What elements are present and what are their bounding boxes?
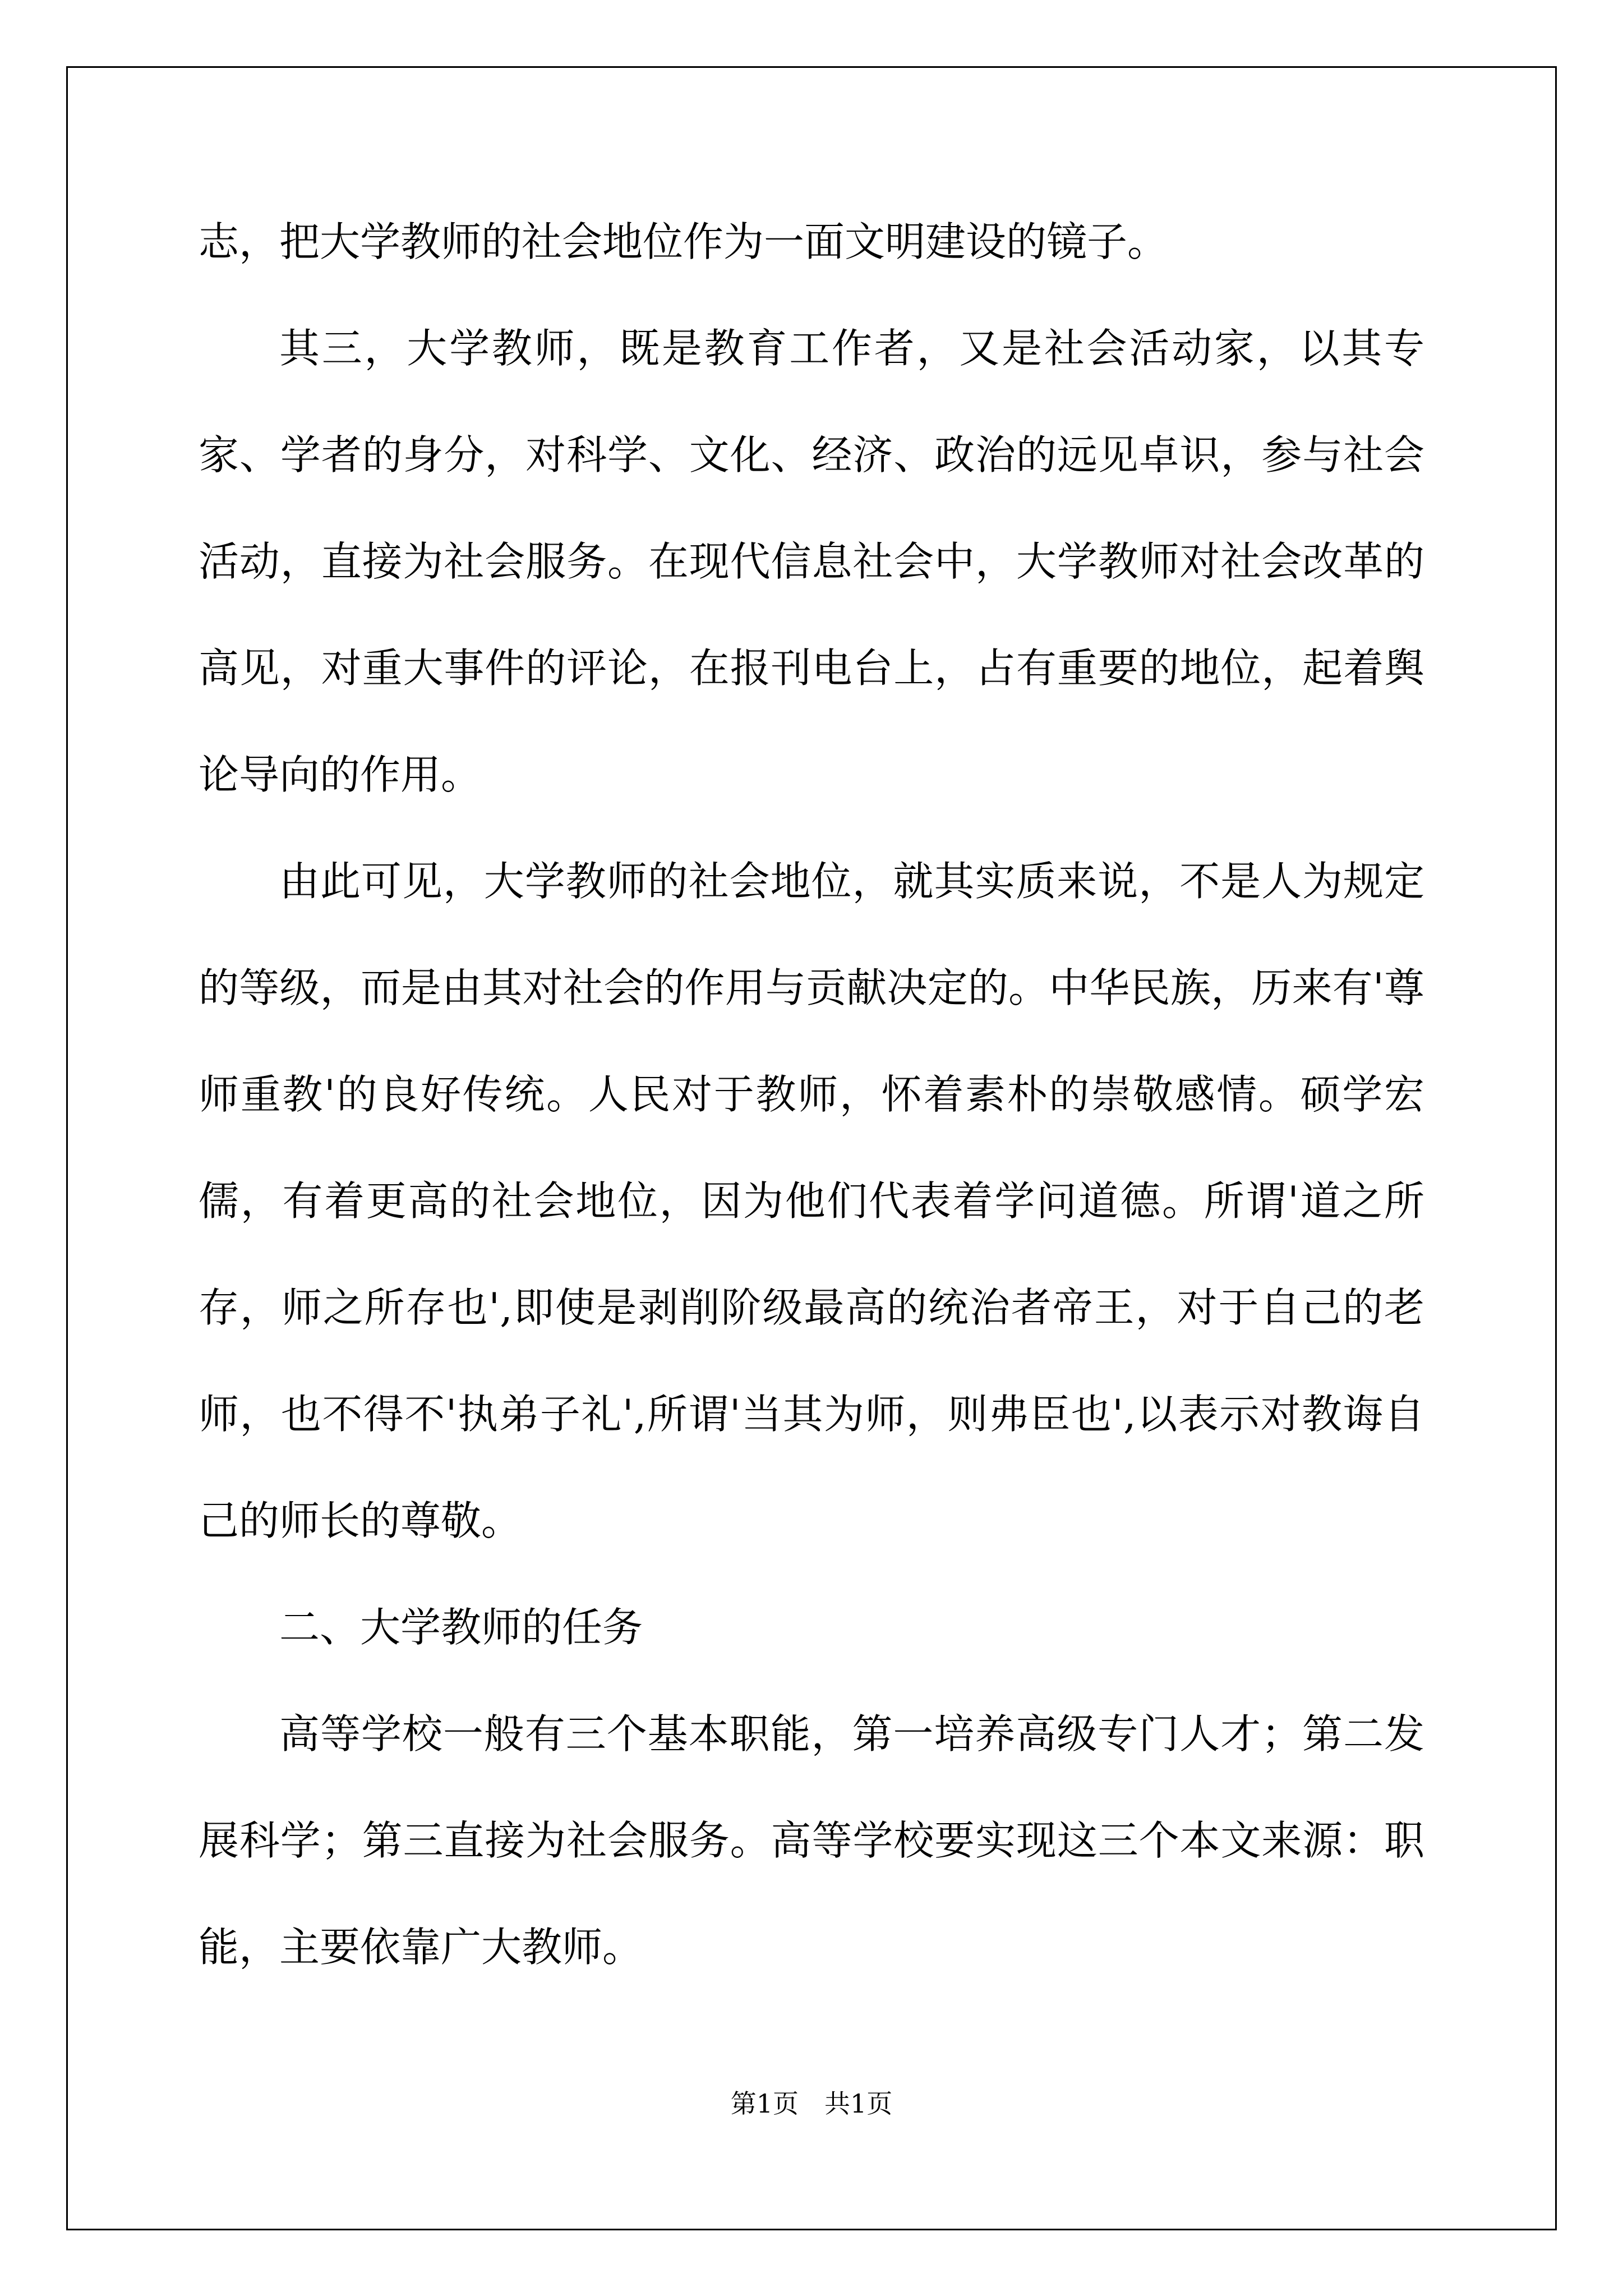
paragraph: 高等学校一般有三个基本职能，第一培养高级专门人才；第二发展科学；第三直接为社会服务。高等学校要实现这三个本文来源：职能，主要依靠广大教师。 bbox=[199, 1710, 1424, 1971]
paragraph: 由此可见，大学教师的社会地位，就其实质来说，不是人为规定的等级，而是由其对社会的作用与贡献决定的。中华民族，历来有'尊师重教'的良好传统。人民对于教师，怀着素朴的崇敬感情。硕学宏儒，有着更高的社会地位，因为他们代表着学问道德。所谓'道之所存，师之所存也',即使是剥削阶级最高的统治者帝王，对于自己的老师，也不得不'执弟子礼',所谓'当其为师，则弗臣也',以表示对教诲自己的师长的尊敬。 bbox=[199, 858, 1424, 1544]
page-footer: 第1页 共1页 bbox=[730, 2088, 893, 2119]
section-heading: 二、大学教师的任务 bbox=[279, 1604, 643, 1651]
paragraph: 志，把大学教师的社会地位作为一面文明建设的镜子。 bbox=[199, 218, 1168, 265]
document-body bbox=[199, 188, 1424, 2000]
paragraph: 其三，大学教师，既是教育工作者，又是社会活动家，以其专家、学者的身分，对科学、文化、经济、政治的远见卓识，参与社会活动，直接为社会服务。在现代信息社会中，大学教师对社会改革的高见，对重大事件的评论，在报刊电台上，占有重要的地位，起着舆论导向的作用。 bbox=[199, 325, 1424, 798]
